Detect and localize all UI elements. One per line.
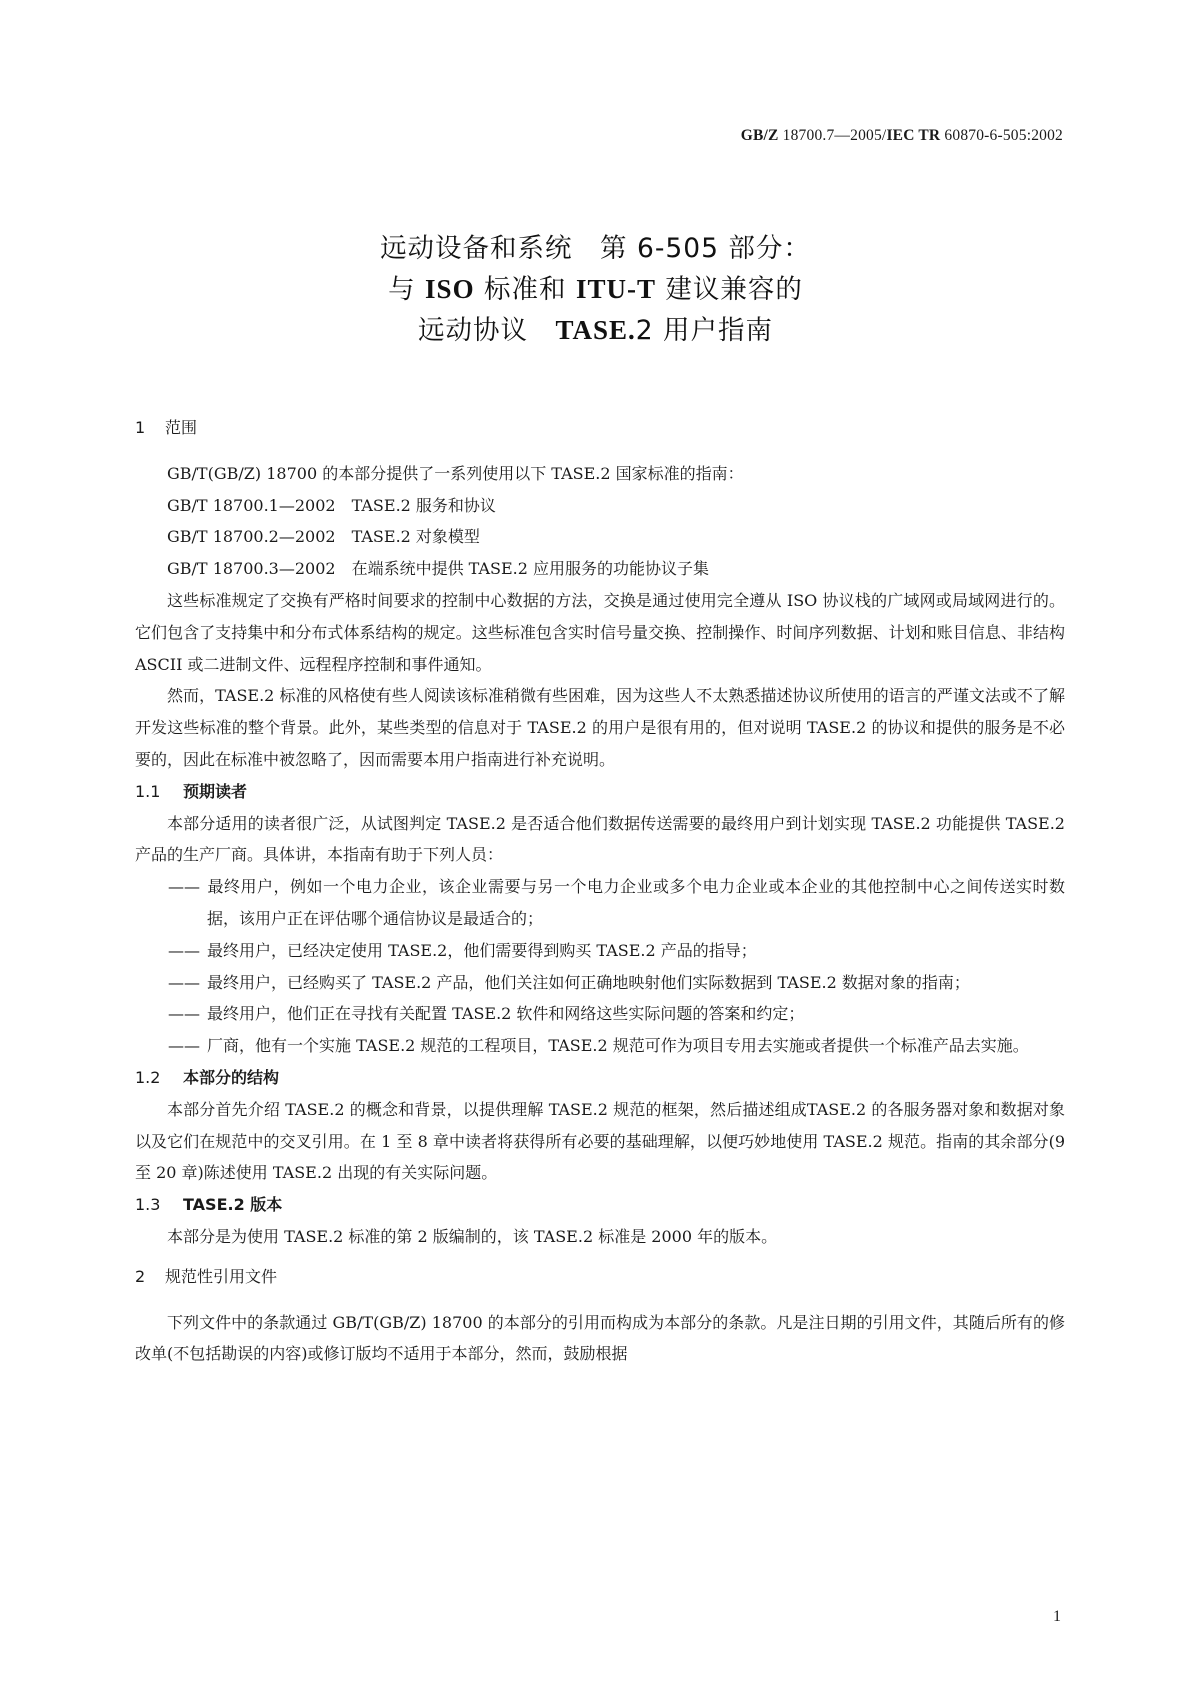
header-iec-prefix: IEC TR xyxy=(886,127,941,144)
document-title xyxy=(0,228,1191,351)
title-line-1: 远动设备和系统 第 6-505 部分： xyxy=(380,233,811,264)
list-item: —— 最终用户，已经购买了 TASE.2 产品，他们关注如何正确地映射他们实际数据到 TASE.2 数据对象的指南； xyxy=(168,972,970,992)
reference-item: GB/T 18700.1—2002 TASE.2 服务和协议 xyxy=(167,495,496,515)
title-line-3: 远动协议 TASE.2 用户指南 xyxy=(417,315,774,346)
list-item: —— 最终用户，已经决定使用 TASE.2，他们需要得到购买 TASE.2 产品的指导； xyxy=(168,940,757,960)
title-line-2: 与 ISO 标准和 ITU-T 建议兼容的 xyxy=(388,274,803,305)
list-item: —— 最终用户，例如一个电力企业，该企业需要与另一个电力企业或多个电力企业或本企业的其他控制中心之间传送实时数据，该用户正在评估哪个通信协议是最适合的； xyxy=(168,877,1065,928)
section-1-intro: GB/T(GB/Z) 18700 的本部分提供了一系列使用以下 TASE.2 国家标准的指南： xyxy=(167,463,744,483)
section-1-3-paragraph: 本部分是为使用 TASE.2 标准的第 2 版编制的，该 TASE.2 标准是 2000 年的版本。 xyxy=(167,1226,778,1246)
page-number: 1 xyxy=(1053,1608,1061,1625)
list-item: —— 厂商，他有一个实施 TASE.2 规范的工程项目，TASE.2 规范可作为项目专用去实施或者提供一个标准产品去实施。 xyxy=(168,1036,1029,1056)
header-code-number: 18700.7—2005/ xyxy=(778,127,887,144)
header-code-prefix: GB/Z xyxy=(740,127,779,144)
reference-item: GB/T 18700.2—2002 TASE.2 对象模型 xyxy=(167,527,480,547)
section-1-2-heading: 1.2 本部分的结构 xyxy=(135,1067,280,1087)
section-1-heading: 1 范围 xyxy=(135,418,198,437)
section-1-1-heading: 1.1 预期读者 xyxy=(135,781,248,801)
list-item: —— 最终用户，他们正在寻找有关配置 TASE.2 软件和网络这些实际问题的答案和约定； xyxy=(168,1004,805,1024)
header-iec-number: 60870-6-505:2002 xyxy=(940,127,1063,144)
section-1-paragraph: 这些标准规定了交换有严格时间要求的控制中心数据的方法，交换是通过使用完全遵从 ISO 协议栈的广域网或局域网进行的。它们包含了支持集中和分布式体系结构的规定。这些标准包含实时信号量交换、控制操作、时间序列数据、计划和账目信息、非结构 ASCII 或二进制文件、远程程序控制和事件通知。 xyxy=(135,590,1065,674)
section-2-paragraph: 下列文件中的条款通过 GB/T(GB/Z) 18700 的本部分的引用而构成为本部分的条款。凡是注日期的引用文件，其随后所有的修改单(不包括勘误的内容)或修订版均不适用于本部分，然而，鼓励根据 xyxy=(135,1312,1065,1364)
section-1-1-intro: 本部分适用的读者很广泛，从试图判定 TASE.2 是否适合他们数据传送需要的最终用户到计划实现 TASE.2 功能提供 TASE.2 产品的生产厂商。具体讲，本指南有助于下列人员： xyxy=(135,813,1065,865)
standard-code-header xyxy=(741,127,1063,145)
section-1-paragraph: 然而，TASE.2 标准的风格使有些人阅读该标准稍微有些困难，因为这些人不太熟悉描述协议所使用的语言的严谨文法或不了解开发这些标准的整个背景。此外，某些类型的信息对于 TASE.2 的用户是很有用的，但对说明 TASE.2 的协议和提供的服务是不必要的，因此在标准中被忽略了，因而需要本用户指南进行补充说明。 xyxy=(135,686,1065,769)
section-1-3-heading: 1.3 TASE.2 版本 xyxy=(135,1195,283,1215)
reference-item: GB/T 18700.3—2002 在端系统中提供 TASE.2 应用服务的功能协议子集 xyxy=(167,559,710,579)
document-body xyxy=(135,412,1065,1370)
section-1-2-paragraph: 本部分首先介绍 TASE.2 的概念和背景，以提供理解 TASE.2 规范的框架，然后描述组成TASE.2 的各服务器对象和数据对象以及它们在规范中的交叉引用。在 1 至 8 章中读者将获得所有必要的基础理解，以便巧妙地使用 TASE.2 规范。指南的其余部分(9 至 20 章)陈述使用 TASE.2 出现的有关实际问题。 xyxy=(135,1099,1065,1183)
section-2-heading: 2 规范性引用文件 xyxy=(135,1266,278,1286)
